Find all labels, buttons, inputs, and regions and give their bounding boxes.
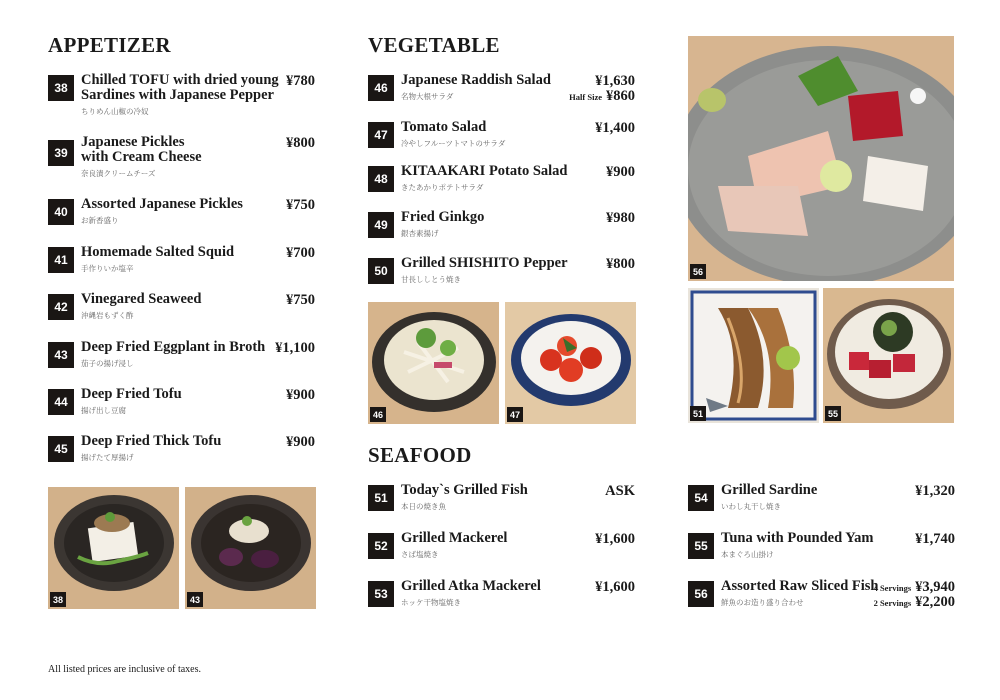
half-size-label: Half Size (569, 92, 602, 102)
menu-item (688, 579, 955, 619)
photo-number-badge: 43 (187, 592, 203, 607)
item-japanese-name: 揚げ出し豆腐 (81, 406, 126, 415)
item-name (81, 73, 279, 103)
item-name-line: Chilled TOFU with dried young (81, 72, 279, 88)
item-japanese-name: 冷やしフルーツトマトのサラダ (401, 139, 506, 148)
menu-item (48, 197, 315, 237)
photo-number-badge: 38 (50, 592, 66, 607)
tax-footnote: All listed prices are inclusive of taxes. (48, 664, 202, 675)
item-japanese-name: 揚げたて厚揚げ (81, 453, 134, 462)
item-name: Homemade Salted Squid (81, 244, 235, 260)
serving-price: ¥3,940 (915, 579, 955, 595)
item-name: Fried Ginkgo (401, 209, 485, 225)
item-price: ¥980 (606, 210, 635, 226)
food-photo-chilled-tofu (48, 487, 179, 609)
item-japanese-name: 名物大根サラダ (401, 92, 454, 101)
food-photo-raddish-salad (368, 302, 499, 424)
menu-item (48, 434, 315, 474)
item-name: Tomato Salad (401, 119, 487, 135)
serving-label: 2 Servings (873, 598, 912, 608)
item-price: ¥750 (286, 292, 315, 308)
item-price: ¥1,320 (915, 483, 955, 499)
item-japanese-name: ちりめん山椒の冷奴 (81, 107, 149, 116)
item-japanese-name: 奈良漬クリームチーズ (81, 169, 156, 178)
item-price: ¥1,400 (595, 120, 635, 136)
item-number-badge: 42 (48, 294, 74, 320)
item-price: ¥800 (286, 135, 315, 151)
menu-item (368, 579, 635, 619)
serving-price: ¥2,200 (915, 594, 955, 610)
item-number-badge: 38 (48, 75, 74, 101)
item-price: ¥900 (286, 387, 315, 403)
item-number-badge: 46 (368, 75, 394, 101)
item-number-badge: 49 (368, 212, 394, 238)
item-name: Today`s Grilled Fish (401, 482, 528, 498)
fried-eggplant-image (185, 487, 316, 609)
menu-item (368, 483, 635, 523)
item-japanese-name: きたあかりポテトサラダ (401, 183, 484, 192)
item-number-badge: 47 (368, 122, 394, 148)
item-name: KITAAKARI Potato Salad (401, 163, 568, 179)
item-name: Vinegared Seaweed (81, 291, 202, 307)
item-price: ¥780 (286, 73, 315, 89)
item-name: Japanese Raddish Salad (401, 72, 551, 88)
menu-item (48, 387, 315, 427)
item-japanese-name: 沖縄岩もずく酢 (81, 311, 134, 320)
item-japanese-name: 本日の焼き魚 (401, 502, 446, 511)
item-price: ¥1,740 (915, 531, 955, 547)
item-price: ¥1,600 (595, 579, 635, 595)
item-number-badge: 45 (48, 436, 74, 462)
item-price: ¥1,630 (595, 73, 635, 89)
item-name: Grilled Mackerel (401, 530, 508, 546)
item-japanese-name: 銀杏素揚げ (401, 229, 439, 238)
item-name: Grilled Atka Mackerel (401, 578, 541, 594)
section-title-seafood: SEAFOOD (368, 443, 472, 467)
item-number-badge: 39 (48, 140, 74, 166)
menu-item (48, 340, 315, 380)
item-number-badge: 54 (688, 485, 714, 511)
item-name (81, 135, 202, 165)
item-japanese-name: いわし丸干し焼き (721, 502, 781, 511)
grilled-fish-image (688, 288, 819, 423)
item-japanese-name: 本まぐろ山掛け (721, 550, 774, 559)
food-photo-tuna-yam (823, 288, 954, 423)
item-price: ¥900 (606, 164, 635, 180)
food-photo-sashimi (688, 36, 954, 281)
item-price: ¥700 (286, 245, 315, 261)
sashimi-image (688, 36, 954, 281)
item-price: ¥750 (286, 197, 315, 213)
menu-item (368, 531, 635, 571)
item-number-badge: 43 (48, 342, 74, 368)
photo-number-badge: 51 (690, 406, 706, 421)
item-number-badge: 41 (48, 247, 74, 273)
item-price: ¥1,600 (595, 531, 635, 547)
item-number-badge: 53 (368, 581, 394, 607)
item-number-badge: 50 (368, 258, 394, 284)
section-title-vegetable: VEGETABLE (368, 33, 500, 57)
menu-item (48, 72, 315, 116)
food-photo-tomato-salad (505, 302, 636, 424)
item-number-badge: 48 (368, 166, 394, 192)
section-title-appetizer: APPETIZER (48, 33, 171, 57)
item-japanese-name: 茄子の揚げ浸し (81, 359, 134, 368)
item-name-line: with Cream Cheese (81, 149, 202, 165)
food-photo-fried-eggplant (185, 487, 316, 609)
photo-number-badge: 47 (507, 407, 523, 422)
tuna-yam-image (823, 288, 954, 423)
item-name: Assorted Raw Sliced Fish (721, 578, 879, 594)
item-name: Grilled Sardine (721, 482, 818, 498)
item-number-badge: 44 (48, 389, 74, 415)
menu-item (368, 164, 635, 204)
item-name: Grilled SHISHITO Pepper (401, 255, 568, 271)
item-japanese-name: お新香盛り (81, 216, 119, 225)
menu-item (48, 292, 315, 332)
item-japanese-name: ホッケ干物塩焼き (401, 598, 461, 607)
item-name: Tuna with Pounded Yam (721, 530, 874, 546)
item-japanese-name: 甘長ししとう焼き (401, 275, 461, 284)
item-number-badge: 51 (368, 485, 394, 511)
item-japanese-name: さば塩焼き (401, 550, 439, 559)
item-price: ¥1,100 (275, 340, 315, 356)
half-size-price: ¥860 (606, 88, 635, 104)
item-half-price (569, 88, 635, 105)
menu-item (368, 210, 635, 250)
menu-item (368, 120, 635, 160)
item-price: ¥900 (286, 434, 315, 450)
item-number-badge: 52 (368, 533, 394, 559)
item-name: Deep Fried Eggplant in Broth (81, 339, 266, 355)
item-price: ASK (605, 483, 635, 499)
item-name-line: Japanese Pickles (81, 134, 185, 150)
tomato-salad-image (505, 302, 636, 424)
item-name: Deep Fried Thick Tofu (81, 433, 222, 449)
menu-item (688, 483, 955, 523)
menu-item (48, 245, 315, 285)
photo-number-badge: 55 (825, 406, 841, 421)
chilled-tofu-image (48, 487, 179, 609)
item-price: ¥800 (606, 256, 635, 272)
item-japanese-name: 手作りいか塩辛 (81, 264, 134, 273)
item-japanese-name: 鮮魚のお造り盛り合わせ (721, 598, 804, 607)
item-name-line: Sardines with Japanese Pepper (81, 87, 274, 103)
raddish-salad-image (368, 302, 499, 424)
food-photo-grilled-fish (688, 288, 819, 423)
serving-label: 4 Servings (873, 583, 912, 593)
menu-item (48, 134, 315, 178)
menu-item (688, 531, 955, 571)
photo-number-badge: 56 (690, 264, 706, 279)
photo-number-badge: 46 (370, 407, 386, 422)
item-number-badge: 55 (688, 533, 714, 559)
item-name: Assorted Japanese Pickles (81, 196, 243, 212)
item-name: Deep Fried Tofu (81, 386, 182, 402)
item-number-badge: 56 (688, 581, 714, 607)
item-number-badge: 40 (48, 199, 74, 225)
item-price-alt (874, 594, 955, 611)
menu-item (368, 256, 635, 296)
menu-item (368, 73, 635, 113)
